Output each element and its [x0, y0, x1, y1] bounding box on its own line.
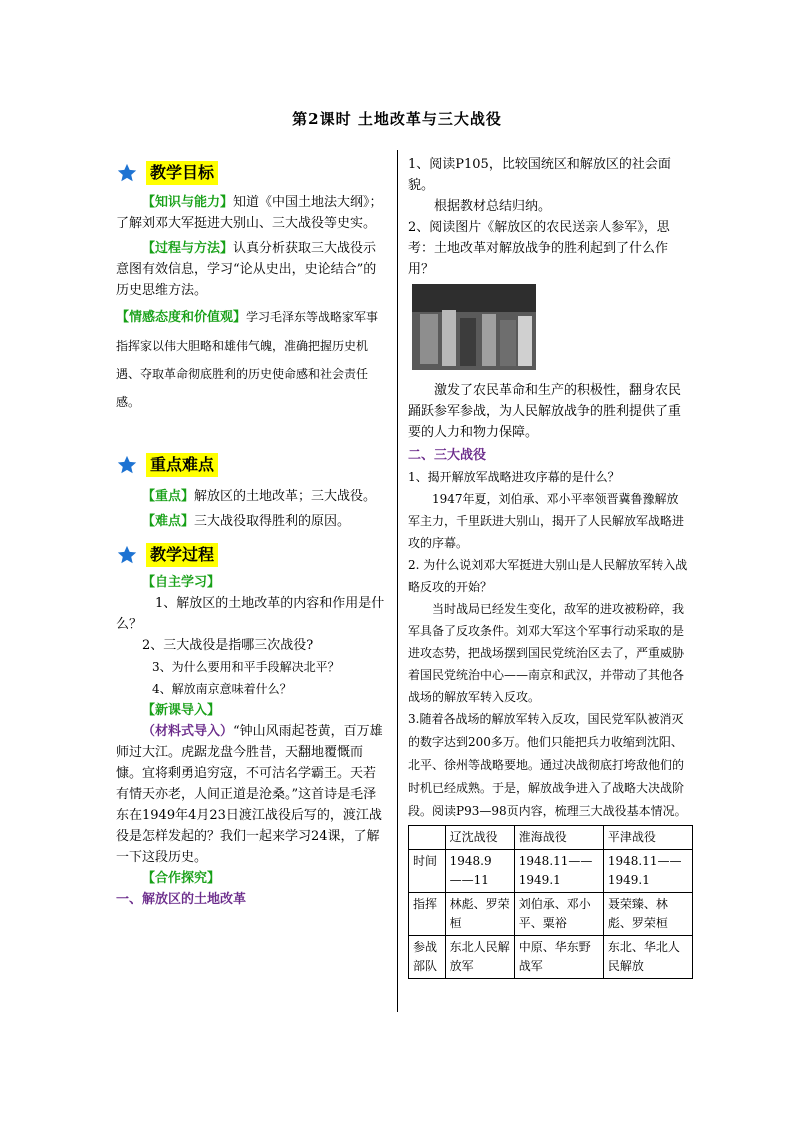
table-cell: 聂荣臻、林彪、罗荣桓 — [603, 893, 692, 936]
battle-a1: 1947年夏，刘伯承、邓小平率领晋冀鲁豫解放军主力，千里跃进大别山，揭开了人民解放军战略进攻的序幕。 — [408, 492, 685, 550]
self-study-q2: 2、三大战役是指哪三次战役? — [142, 638, 314, 653]
table-cell: 1948.11——1949.1 — [514, 850, 603, 893]
star-icon — [116, 544, 138, 566]
self-study-label-line — [116, 572, 386, 593]
knowledge-paragraph — [116, 192, 386, 234]
battle-table — [408, 825, 693, 979]
process-label: 【过程与方法】 — [142, 241, 234, 256]
process-text: 认真分析获取三大战役示意图有效信息，学习“论从史出，史论结合”的历史思维方法。 — [116, 241, 377, 298]
table-cell: 刘伯承、邓小平、粟裕 — [514, 893, 603, 936]
battle-q3: 3.随着各战场的解放军转入反攻，国民党军队被消灭的数字达到200多万。他们只能把兵力收缩到沈阳、北平、徐州等战略要地。通过决战彻底打垮敌他们的时机已经成熟。于是，解放战争进入了战略大决战阶段。阅读P93—98页内容，梳理三大战役基本情况。 — [408, 712, 687, 818]
table-cell: 1948.11——1949.1 — [603, 850, 692, 893]
table-header-cell: 淮海战役 — [514, 826, 603, 850]
material-paragraph — [116, 721, 386, 868]
table-row — [409, 936, 693, 979]
battle-a2: 当时战局已经发生变化，敌军的进攻被粉碎，我军具备了反攻条件。刘邓大军这个军事行动采取的是进攻态势，把战场摆到国民党统治区去了，严重威胁着国民党统治中心——南京和武汉，并带动了其他各战场的解放军转入反攻。 — [408, 602, 685, 704]
table-cell: 时间 — [409, 850, 446, 893]
table-cell: 参战部队 — [409, 936, 446, 979]
material-text: “钟山风雨起苍黄，百万雄师过大江。虎踞龙盘今胜昔，天翻地覆慨而慷。宜将剩勇追穷寇，不可沽名学霸王。天若有情天亦老，人间正道是沧桑。”这首诗是毛泽东在1949年4月23日渡江战役后写的，渡江战役是怎样发起的？我们一起来学习24课，了解一下这段历史。 — [116, 724, 383, 865]
right-q1-hint: 根据教材总结归纳。 — [434, 199, 552, 214]
coop-label-line — [116, 868, 386, 889]
intro-label: 【新课导入】 — [142, 703, 221, 718]
star-icon — [116, 454, 138, 476]
table-cell: 东北人民解放军 — [445, 936, 514, 979]
table-header-row — [409, 826, 693, 850]
battle-q1: 1、揭开解放军战略进攻序幕的是什么？ — [408, 470, 620, 484]
section-process — [116, 542, 386, 568]
table-cell: 中原、华东野战军 — [514, 936, 603, 979]
photo-placeholder — [412, 284, 536, 370]
coop-label: 【合作探究】 — [142, 871, 221, 886]
table-header-cell: 平津战役 — [603, 826, 692, 850]
right-q2-answer: 激发了农民革命和生产的积极性，翻身农民踊跃参军参战，为人民解放战争的胜利提供了重要的人力和物力保障。 — [408, 383, 682, 440]
intro-label-line — [116, 700, 386, 721]
process-paragraph — [116, 238, 386, 301]
emotion-label: 【情感态度和价值观】 — [116, 310, 247, 325]
right-q2: 2、阅读图片《解放区的农民送亲人参军》，思考：土地改革对解放战争的胜利起到了什么作用？ — [408, 220, 670, 277]
page-title: 第2课时 土地改革与三大战役 — [292, 110, 502, 128]
emotion-text: 学习毛泽东等战略家军事指挥家以伟大胆略和雄伟气魄，准确把握历史机遇、夺取革命彻底胜利的历史使命感和社会责任感。 — [116, 310, 379, 409]
right-column — [408, 154, 688, 979]
left-column — [116, 160, 386, 910]
table-cell: 1948.9——11 — [445, 850, 514, 893]
focus-paragraph — [116, 486, 386, 507]
key-heading: 重点难点 — [146, 453, 218, 477]
table-cell: 东北、华北人民解放 — [603, 936, 692, 979]
knowledge-text: 知道《中国土地法大纲》；了解刘邓大军挺进大别山、三大战役等史实。 — [116, 195, 383, 231]
goal-heading: 教学目标 — [146, 161, 218, 185]
star-icon — [116, 162, 138, 184]
coop-section1: 一、解放区的土地改革 — [116, 892, 247, 907]
self-study-q1: 1、解放区的土地改革的内容和作用是什么？ — [116, 596, 385, 632]
table-header-cell: 辽沈战役 — [445, 826, 514, 850]
self-study-q4: 4、解放南京意味着什么？ — [152, 682, 292, 696]
table-cell: 指挥 — [409, 893, 446, 936]
section-goal — [116, 160, 386, 186]
material-label: （材料式导入） — [142, 724, 234, 739]
difficulty-text: 三大战役取得胜利的原因。 — [194, 514, 351, 529]
battle-q2: 2. 为什么说刘邓大军挺进大别山是人民解放军转入战略反攻的开始？ — [408, 558, 688, 594]
column-divider — [397, 150, 398, 1012]
self-study-q3: 3、为什么要用和平手段解决北平？ — [152, 660, 340, 674]
section-key — [116, 452, 386, 478]
knowledge-label: 【知识与能力】 — [142, 195, 234, 210]
emotion-paragraph — [116, 303, 386, 416]
table-header-cell — [409, 826, 446, 850]
table-row — [409, 850, 693, 893]
right-q1: 1、阅读P105，比较国统区和解放区的社会面貌。 — [408, 157, 671, 193]
difficulty-label: 【难点】 — [142, 514, 195, 529]
self-study-label: 【自主学习】 — [142, 575, 221, 590]
focus-label: 【重点】 — [142, 489, 195, 504]
table-cell: 林彪、罗荣桓 — [445, 893, 514, 936]
section2-heading: 二、三大战役 — [408, 448, 487, 463]
focus-text: 解放区的土地改革；三大战役。 — [194, 489, 377, 504]
difficulty-paragraph — [116, 511, 386, 532]
process-heading: 教学过程 — [146, 543, 218, 567]
table-row — [409, 893, 693, 936]
